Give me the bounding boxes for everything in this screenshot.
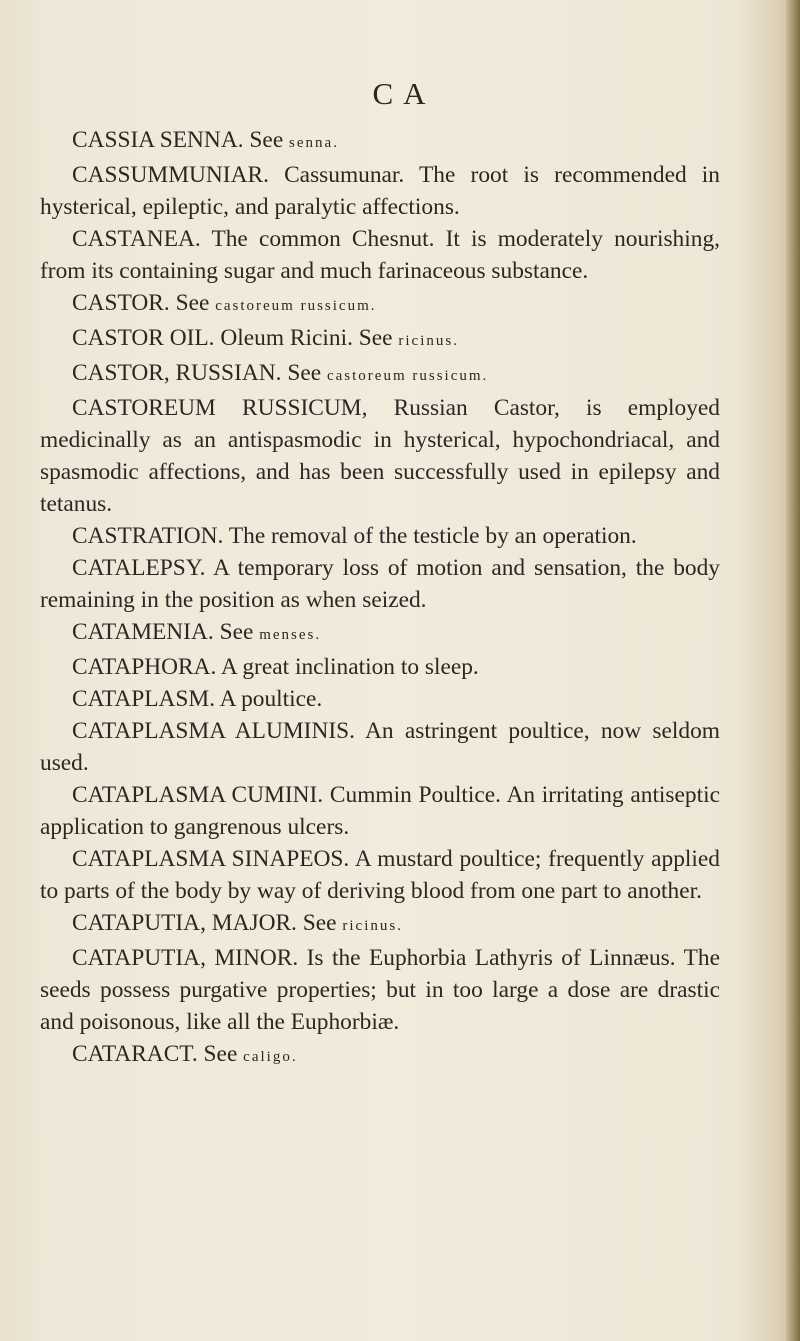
- entry-cataract: [40, 1038, 720, 1073]
- entry-cross-reference: ricinus.: [342, 918, 403, 934]
- entry-text: Oleum Ricini. See: [214, 325, 399, 351]
- entry-cataplasma-cumini: [40, 779, 720, 843]
- entry-cross-reference: castoreum russicum.: [326, 368, 489, 384]
- entry-text: Is the Euphorbia Lathyris of Linnæus. The seeds possess purgative properties; but in too large a dose are drastic and poisonous, like all the Euphorbiæ.: [40, 945, 720, 1035]
- entry-term: CATARACT.: [72, 1041, 198, 1067]
- entry-cataplasma-aluminis: [40, 715, 720, 779]
- entry-term: CATAPHORA.: [72, 654, 217, 680]
- entry-catalepsy: [40, 552, 720, 616]
- entry-term: CATAPLASMA CUMINI.: [72, 782, 324, 808]
- entry-term: CASTOREUM RUSSICUM,: [72, 395, 368, 421]
- entry-castor: [40, 287, 720, 322]
- entry-term: CASTRATION.: [72, 523, 224, 549]
- entry-cross-reference: castoreum russicum.: [215, 298, 377, 314]
- page-header: C A: [372, 76, 428, 111]
- entry-text: Cummin Poultice. An irritating antiseptic application to gangrenous ulcers.: [40, 782, 720, 840]
- entry-text: A great inclination to sleep.: [216, 654, 479, 680]
- entry-cataputia-minor: [40, 942, 720, 1038]
- entry-cataplasma-sinapeos: [40, 843, 720, 907]
- entry-text: Russian Castor, is employed medicinally as an antispasmodic in hysterical, hypochondriacal, and spasmodic affections, and has been successfully used in epilepsy and tetanus.: [40, 395, 720, 517]
- entry-term: CASSIA SENNA.: [72, 127, 244, 153]
- entry-term: CASSUMMUNIAR.: [72, 162, 269, 188]
- entry-cassummuniar: [40, 159, 720, 223]
- entry-text: An astringent poultice, now seldom used.: [40, 718, 720, 776]
- entry-castor-oil: [40, 322, 720, 357]
- book-spine-edge: [786, 0, 800, 1341]
- entry-term: CATAPUTIA, MINOR.: [72, 945, 299, 971]
- entry-term: CATAPLASM.: [72, 686, 216, 712]
- entry-text: See: [281, 360, 327, 386]
- entry-text: See: [213, 619, 260, 645]
- entry-text: See: [169, 290, 216, 316]
- entry-term: CATAPLASMA SINAPEOS.: [72, 846, 350, 872]
- entry-cross-reference: ricinus.: [398, 333, 459, 349]
- entry-term: CATALEPSY.: [72, 555, 206, 581]
- entry-text: Cassumunar. The root is recommended in hysterical, epileptic, and paralytic affections.: [40, 162, 720, 220]
- entry-cataputia-major: [40, 907, 720, 942]
- entry-cross-reference: caligo.: [243, 1049, 298, 1065]
- entry-castration: [40, 520, 720, 552]
- entry-term: CATAPUTIA, MAJOR.: [72, 910, 297, 936]
- entry-text: A mustard poultice; frequently applied to parts of the body by way of deriving blood from one part to another.: [40, 846, 720, 904]
- entry-cataplasm: [40, 683, 720, 715]
- entry-text: The common Chesnut. It is moderately nourishing, from its containing sugar and much farinaceous substance.: [40, 226, 720, 284]
- entry-text: See: [197, 1041, 244, 1067]
- entry-cataphora: [40, 651, 720, 683]
- entry-term: CASTOR OIL.: [72, 325, 215, 351]
- entry-term: CASTOR, RUSSIAN.: [72, 360, 282, 386]
- entry-text: A poultice.: [215, 686, 323, 712]
- entry-castor-russian: [40, 357, 720, 392]
- entry-catamenia: [40, 616, 720, 651]
- entry-text: See: [296, 910, 343, 936]
- entry-cross-reference: senna.: [289, 135, 339, 151]
- entry-text: See: [243, 127, 290, 153]
- entry-castanea: [40, 223, 720, 287]
- entry-term: CATAPLASMA ALUMINIS.: [72, 718, 355, 744]
- dictionary-entries: [40, 124, 720, 1073]
- entry-cassia-senna: [40, 124, 720, 159]
- entry-term: CASTOR.: [72, 290, 170, 316]
- entry-term: CASTANEA.: [72, 226, 201, 252]
- entry-term: CATAMENIA.: [72, 619, 214, 645]
- entry-text: A temporary loss of motion and sensation, the body remaining in the position as when seized.: [40, 555, 720, 613]
- entry-castoreum-russicum: [40, 392, 720, 520]
- entry-text: The removal of the testicle by an operation.: [223, 523, 637, 549]
- entry-cross-reference: menses.: [259, 627, 322, 643]
